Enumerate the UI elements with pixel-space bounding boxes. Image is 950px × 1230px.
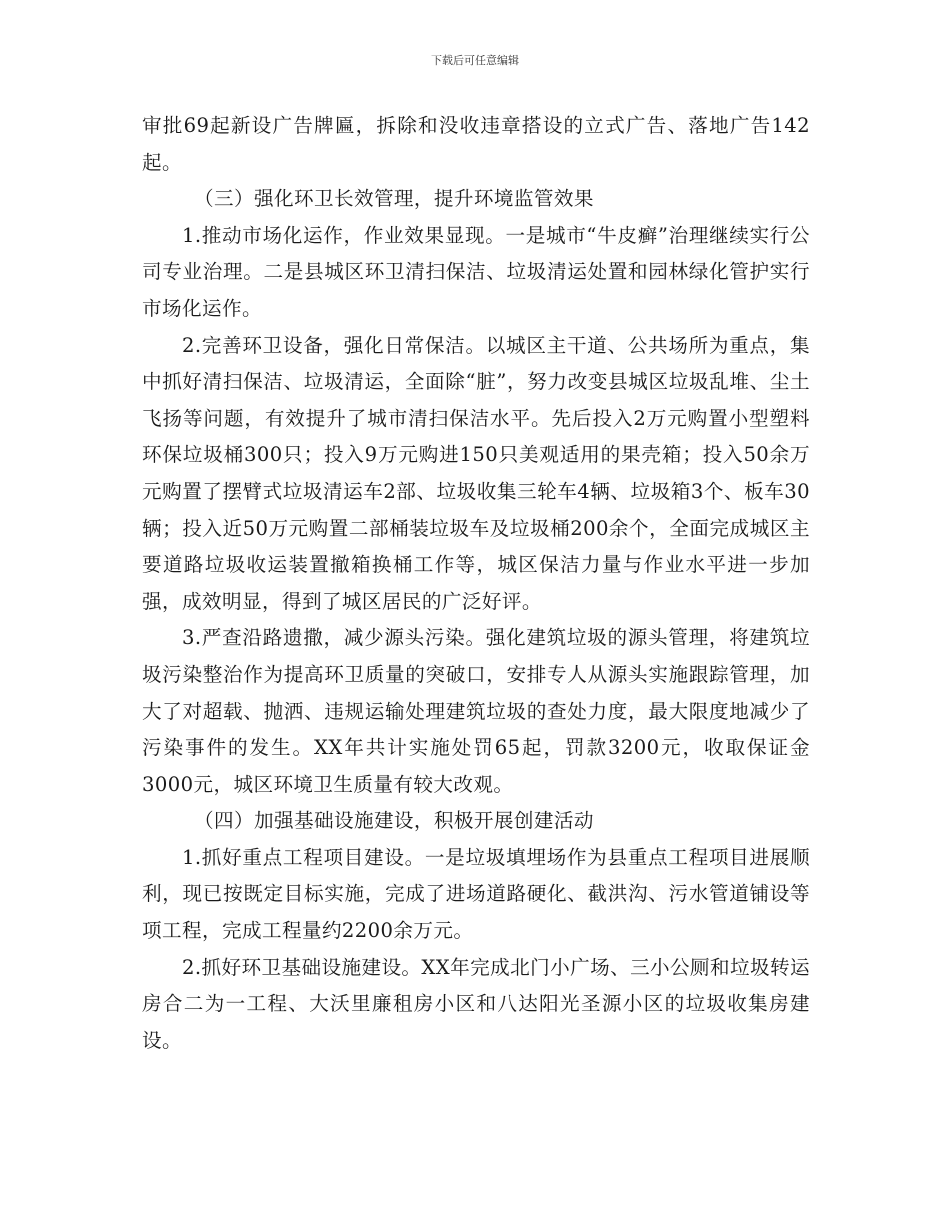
document-body <box>142 108 810 1059</box>
paragraph-key-projects: 1.抓好重点工程项目建设。一是垃圾填埋场作为县重点工程项目进展顺利，现已按既定目标实施，完成了进场道路硬化、截洪沟、污水管道铺设等项工程，完成工程量约2200余万元。 <box>142 845 810 943</box>
section-heading-3: （三）强化环卫长效管理，提升环境监管效果 <box>194 187 594 211</box>
paragraph-continuation: 审批69起新设广告牌匾，拆除和没收违章搭设的立式广告、落地广告142起。 <box>142 114 810 174</box>
section-heading-4: （四）加强基础设施建设，积极开展创建活动 <box>194 809 594 833</box>
paragraph-spillage: 3.严查沿路遗撒，减少源头污染。强化建筑垃圾的源头管理，将建筑垃圾污染整治作为提高环卫质量的突破口，安排专人从源头实施跟踪管理，加大了对超载、抛洒、违规运输处理建筑垃圾的查处力度，最大限度地减少了污染事件的发生。XX年共计实施处罚65起，罚款3200元，收取保证金3000元，城区环境卫生质量有较大改观。 <box>142 626 810 796</box>
paragraph-marketization: 1.推动市场化运作，作业效果显现。一是城市“牛皮癣”治理继续实行公司专业治理。二是县城区环卫清扫保洁、垃圾清运处置和园林绿化管护实行市场化运作。 <box>142 223 810 320</box>
paragraph-equipment: 2.完善环卫设备，强化日常保洁。以城区主干道、公共场所为重点，集中抓好清扫保洁、垃圾清运，全面除“脏”，努力改变县城区垃圾乱堆、尘土飞扬等问题，有效提升了城市清扫保洁水平。先后投入2万元购置小型塑料环保垃圾桶300只；投入9万元购进150只美观适用的果壳箱；投入50余万元购置了摆臂式垃圾清运车2部、垃圾收集三轮车4辆、垃圾箱3个、板车30辆；投入近50万元购置二部桶装垃圾车及垃圾桶200余个，全面完成城区主要道路垃圾收运装置撤箱换桶工作等，城区保洁力量与作业水平进一步加强，成效明显，得到了城区居民的广泛好评。 <box>142 333 810 613</box>
paragraph-infrastructure: 2.抓好环卫基础设施建设。XX年完成北门小广场、三小公厕和垃圾转运房合二为一工程、大沃里廉租房小区和八达阳光圣源小区的垃圾收集房建设。 <box>142 955 811 1052</box>
page-header: 下载后可任意编辑 <box>431 54 519 67</box>
